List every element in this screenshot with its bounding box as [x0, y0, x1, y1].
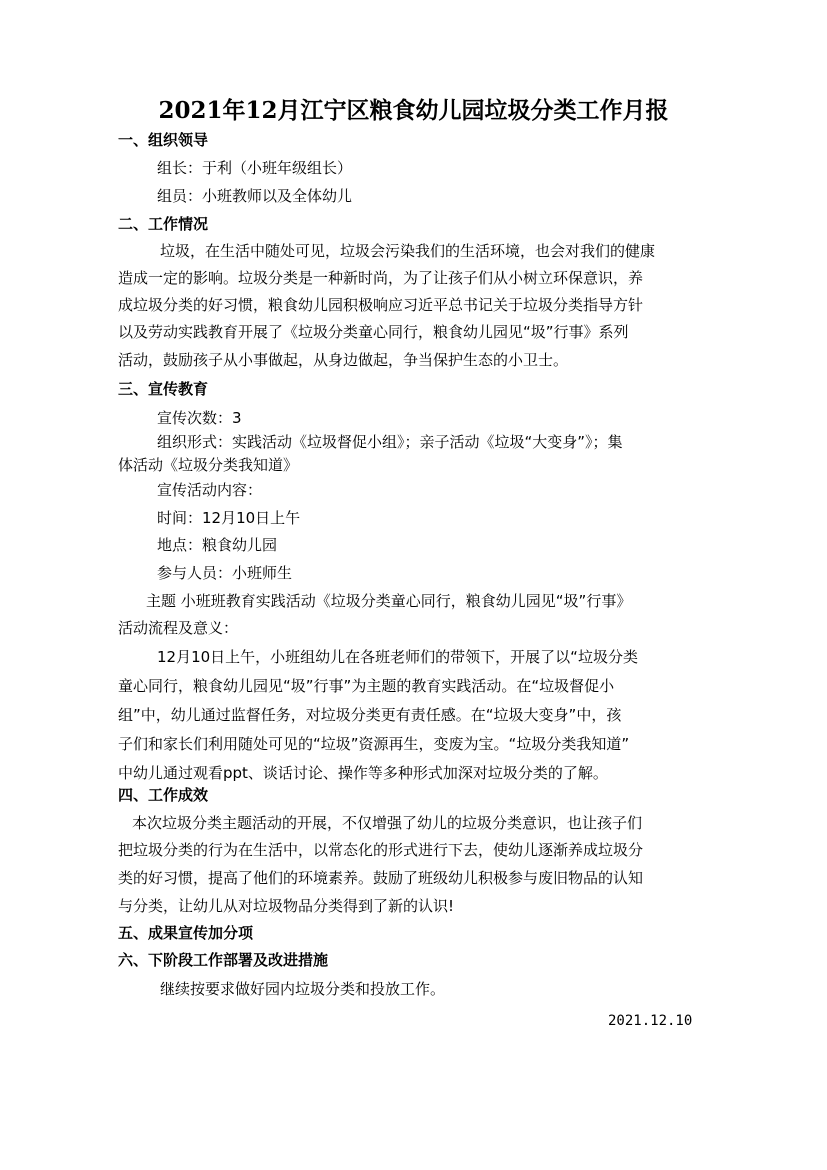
organization-form-line: 组织形式：实践活动《垃圾督促小组》；亲子活动《垃圾“大变身”》；集: [157, 433, 623, 451]
theme-line: 主题 小班班教育实践活动《垃圾分类童心同行，粮食幼儿园见“圾”行事》: [146, 592, 632, 610]
section-1-heading: 一、组织领导: [118, 131, 209, 149]
results-text-line: 类的好习惯，提高了他们的环境素养。鼓励了班级幼儿积极参与废旧物品的认知: [118, 869, 644, 887]
campaign-participants: 参与人员：小班师生: [157, 564, 293, 582]
activity-paragraph-line: 中幼儿通过观看ppt、谈话讨论、操作等多种形式加深对垃圾分类的了解。: [118, 764, 608, 782]
activity-paragraph-line: 12月10日上午，小班组幼儿在各班老师们的带领下，开展了以“垃圾分类: [157, 648, 638, 666]
activity-paragraph-line: 童心同行，粮食幼儿园见“圾”行事”为主题的教育实践活动。在“垃圾督促小: [118, 677, 615, 695]
campaign-count: 宣传次数：3: [157, 409, 242, 427]
document-title: 2021年12月江宁区粮食幼儿园垃圾分类工作月报: [158, 97, 669, 124]
results-text-line: 把垃圾分类的行为在生活中，以常态化的形式进行下去，使幼儿逐渐养成垃圾分: [118, 841, 644, 859]
campaign-content-label: 宣传活动内容：: [157, 481, 263, 499]
campaign-time: 时间：12月10日上午: [157, 509, 301, 527]
work-text-line: 成垃圾分类的好习惯，粮食幼儿园积极响应习近平总书记关于垃圾分类指导方针: [118, 296, 644, 314]
campaign-place: 地点：粮食幼儿园: [157, 536, 278, 554]
section-5-heading: 五、成果宣传加分项: [118, 924, 254, 942]
work-text-line: 垃圾，在生活中随处可见，垃圾会污染我们的生活环境，也会对我们的健康: [160, 242, 656, 260]
section-3-heading: 三、宣传教育: [118, 380, 209, 398]
members-line: 组员：小班教师以及全体幼儿: [157, 187, 353, 205]
organization-form-line: 体活动《垃圾分类我知道》: [118, 456, 299, 474]
activity-paragraph-line: 组”中，幼儿通过监督任务，对垃圾分类更有责任感。在“垃圾大变身”中，孩: [118, 706, 622, 724]
report-date: 2021.12.10: [608, 1013, 693, 1029]
next-steps-text: 继续按要求做好园内垃圾分类和投放工作。: [160, 980, 446, 998]
section-4-heading: 四、工作成效: [118, 786, 209, 804]
leader-line: 组长：于利（小班年级组长）: [157, 159, 353, 177]
theme-line: 活动流程及意义：: [118, 619, 239, 637]
activity-paragraph-line: 子们和家长们利用随处可见的“垃圾”资源再生，变废为宝。“垃圾分类我知道”: [118, 735, 630, 753]
work-text-line: 以及劳动实践教育开展了《垃圾分类童心同行，粮食幼儿园见“圾”行事》系列: [118, 323, 629, 341]
section-6-heading: 六、下阶段工作部署及改进措施: [118, 951, 329, 969]
work-text-line: 活动，鼓励孩子从小事做起，从身边做起，争当保护生态的小卫士。: [118, 351, 569, 369]
work-text-line: 造成一定的影响。垃圾分类是一种新时尚，为了让孩子们从小树立环保意识，养: [118, 269, 644, 287]
section-2-heading: 二、工作情况: [118, 215, 209, 233]
results-text-line: 与分类，让幼儿从对垃圾物品分类得到了新的认识!: [118, 897, 455, 915]
results-text-line: 本次垃圾分类主题活动的开展，不仅增强了幼儿的垃圾分类意识，也让孩子们: [132, 814, 643, 832]
